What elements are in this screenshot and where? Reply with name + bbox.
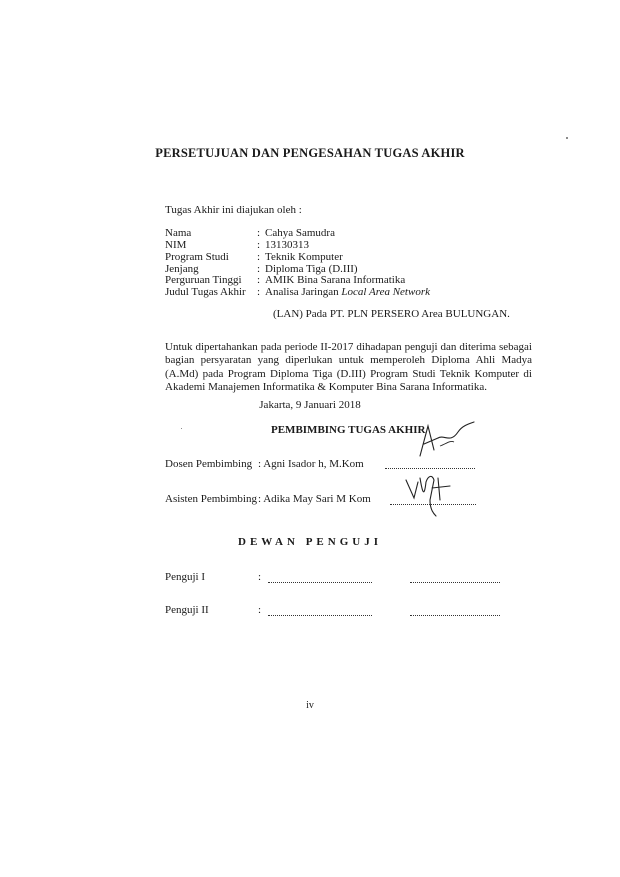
- field-label-perguruan-tinggi: Perguruan Tinggi: [165, 274, 242, 286]
- field-value-program-studi: Teknik Komputer: [265, 251, 343, 263]
- intro-text: Tugas Akhir ini diajukan oleh :: [165, 204, 302, 216]
- penguji-2-colon: :: [258, 604, 262, 616]
- field-label-nim: NIM: [165, 239, 187, 251]
- field-label-program-studi: Program Studi: [165, 251, 229, 263]
- dosen-signature-line: [385, 468, 475, 469]
- asisten-label: Asisten Pembimbing: [165, 493, 257, 505]
- field-value-judul: [265, 286, 430, 298]
- pembimbing-heading: PEMBIMBING TUGAS AKHIR: [271, 424, 426, 436]
- penguji-2-name-line: [268, 615, 372, 616]
- judul-continuation: (LAN) Pada PT. PLN PERSERO Area BULUNGAN.: [273, 308, 510, 320]
- asisten-value: : Adika May Sari M Kom: [258, 493, 371, 505]
- signature-2: [400, 470, 460, 518]
- field-label-nama: Nama: [165, 227, 192, 239]
- field-label-jenjang: Jenjang: [165, 263, 199, 275]
- field-value-jenjang: Diploma Tiga (D.III): [265, 263, 358, 275]
- penguji-2-label: Penguji II: [165, 604, 209, 616]
- field-value-nama: Cahya Samudra: [265, 227, 335, 239]
- field-colon: :: [257, 274, 261, 286]
- dewan-penguji-heading: DEWAN PENGUJI: [238, 536, 382, 548]
- penguji-1-signature-line: [410, 582, 500, 583]
- scan-speck: [181, 428, 182, 429]
- field-colon: :: [257, 263, 261, 275]
- field-value-nim: 13130313: [265, 239, 309, 251]
- page-title: PERSETUJUAN DAN PENGESAHAN TUGAS AKHIR: [155, 146, 465, 160]
- judul-italic-text: Local Area Network: [341, 286, 430, 298]
- page-number: iv: [306, 700, 314, 711]
- penguji-1-colon: :: [258, 571, 262, 583]
- dosen-label: Dosen Pembimbing: [165, 458, 253, 470]
- judul-text: Analisa Jaringan: [265, 286, 342, 298]
- dosen-value: : Agni Isador h, M.Kom: [258, 458, 364, 470]
- field-label-judul: Judul Tugas Akhir: [165, 286, 246, 298]
- field-colon: :: [257, 286, 261, 298]
- signature-1: [410, 416, 480, 460]
- field-value-perguruan-tinggi: AMIK Bina Sarana Informatika: [265, 274, 406, 286]
- field-colon: :: [257, 227, 261, 239]
- penguji-1-name-line: [268, 582, 372, 583]
- scan-speck: [566, 137, 568, 139]
- penguji-1-label: Penguji I: [165, 571, 206, 583]
- asisten-signature-line: [390, 504, 476, 505]
- date-line: Jakarta, 9 Januari 2018: [259, 399, 361, 411]
- field-colon: :: [257, 251, 261, 263]
- body-paragraph: Untuk dipertahankan pada periode II-2017 dihadapan penguji dan diterima sebagai bagian persyaratan yang diperlukan untuk memperoleh Diploma Ahli Madya (A.Md) pada Program Diploma Tiga (D.III) Program Studi Teknik Komputer di Akademi Manajemen Informatika & Komputer Bina Sarana Informatika.: [165, 341, 532, 394]
- penguji-2-signature-line: [410, 615, 500, 616]
- field-colon: :: [257, 239, 261, 251]
